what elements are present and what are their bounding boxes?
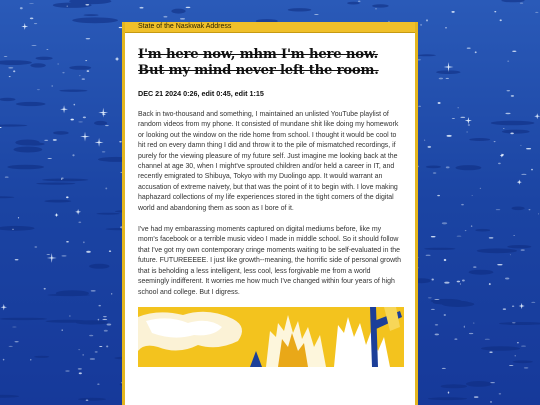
post-image xyxy=(138,307,404,367)
post-date: DEC 21 2024 0:26, edit 0:45, edit 1:15 xyxy=(138,89,264,98)
window-title: State of the Naskwak Address xyxy=(138,23,232,30)
post-content xyxy=(125,33,415,367)
post-title: I'm here now, mhm I'm here now. But my mind never left the room. xyxy=(138,47,379,78)
post-paragraph: Back in two-thousand and something, I maintained an unlisted YouTube playlist of random videos from my phone. It consisted of mundane shit like doing my homework or looking out the window on the ride home from school. I thought it would be cool to hit red on every damn thing I did and throw it to the pile of mismatched recordings, if purely for the viewing pleasure of my future self. Just imagine me looking back at the channel at age 30, when I might've sprouted children and/or held a career in IT, and recently emigrated to Shibuya, Tokyo with my Duolingo app. It would warrant an accusation of extreme naivety, but that was the point of it to begin with. I love making haphazard collections of my life experiences stored in the tight corners of the digital world and abandoning them as soon as I bore of it. xyxy=(138,111,399,212)
window-titlebar xyxy=(125,22,415,33)
blog-window xyxy=(122,22,418,405)
post-paragraph: I've had my embarassing moments captured on digital mediums before, like my mom's facebook or a terrible music video I made in middle school. So it should follow that I've got my own contemporary cringe moments waiting to be self-evaluated in the future. FUTUREEEEE. I just like growth--meaning, the horrific side of personal growth that is beholding a less intelligent, less cool, less forgivable me from a world seemingly indifferent. It worries me how much I've changed within four years of high school and college. But I digress. xyxy=(138,226,401,296)
